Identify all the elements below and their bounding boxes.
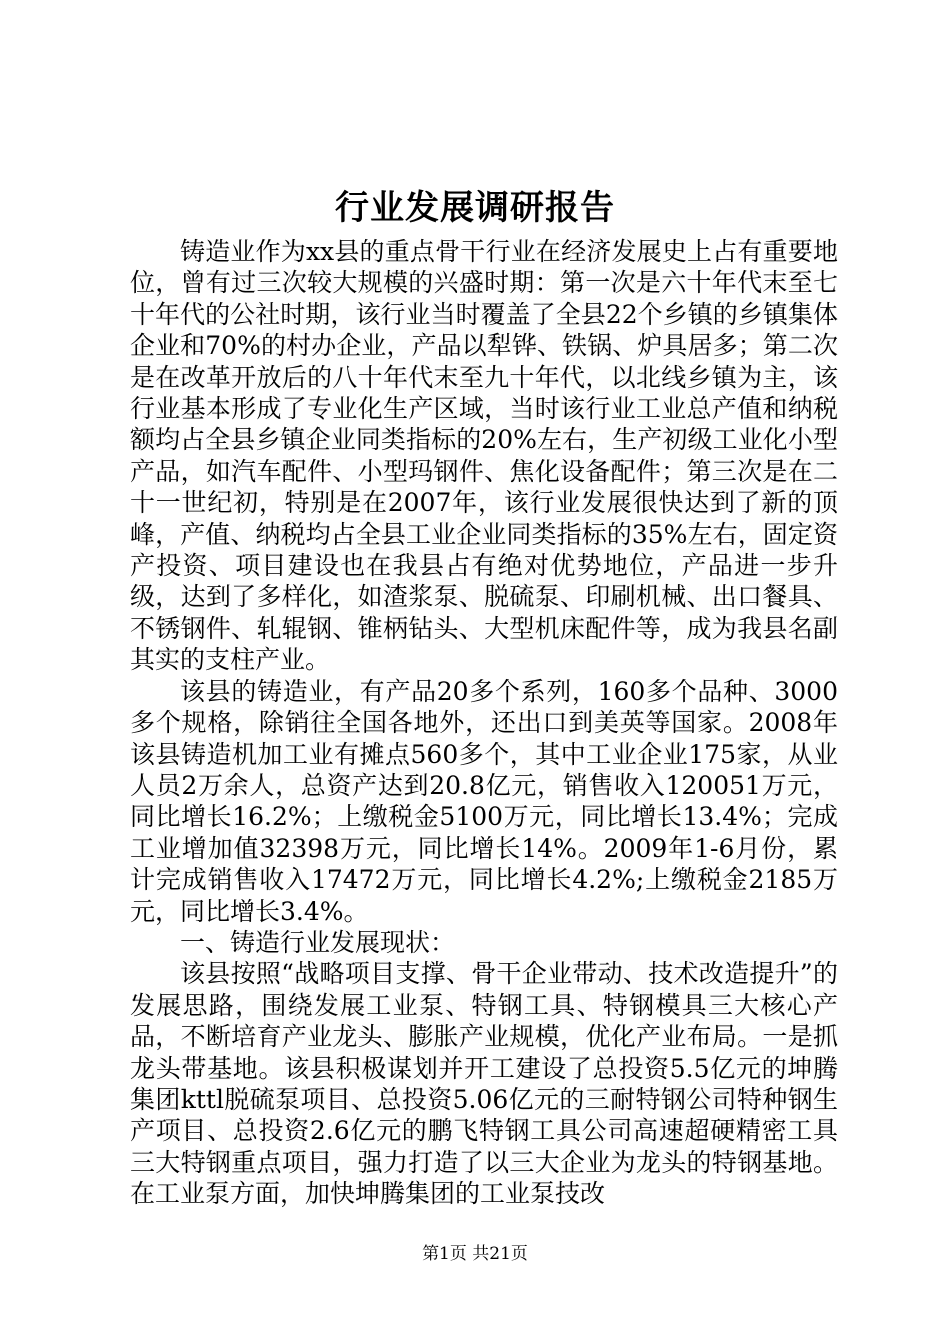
paragraph-statistics: 该县的铸造业，有产品20多个系列，160多个品种、3000多个规格，除销往全国各地外，还出口到美英等国家。2008年该县铸造机加工业有摊点560多个，其中工业企业175家，从业人员2万余人，总资产达到20.8亿元，销售收入120051万元，同比增长16.2%；上缴税金5100万元，同比增长13.4%；完成工业增加值32398万元，同比增长14%。2009年1-6月份，累计完成销售收入17472万元，同比增长4.2%;上缴税金2185万元，同比增长3.4%。 bbox=[130, 676, 838, 926]
section-heading: 一、铸造行业发展现状： bbox=[180, 927, 456, 957]
page-footer: 第1页 共21页 bbox=[422, 1244, 528, 1264]
document-body bbox=[130, 236, 838, 1210]
paragraph-history: 铸造业作为xx县的重点骨干行业在经济发展史上占有重要地位，曾有过三次较大规模的兴盛时期：第一次是六十年代末至七十年代的公社时期，该行业当时覆盖了全县22个乡镇的乡镇集体企业和70%的村办企业，产品以犁铧、铁锅、炉具居多；第二次是在改革开放后的八十年代末至九十年代，以北线乡镇为主，该行业基本形成了专业化生产区域，当时该行业工业总产值和纳税额均占全县乡镇企业同类指标的20%左右，生产初级工业化小型产品，如汽车配件、小型玛钢件、焦化设备配件；第三次是在二十一世纪初，特别是在2007年，该行业发展很快达到了新的顶峰，产值、纳税均占全县工业企业同类指标的35%左右，固定资产投资、项目建设也在我县占有绝对优势地位，产品进一步升级，达到了多样化，如渣浆泵、脱硫泵、印刷机械、出口餐具、不锈钢件、轧辊钢、锥柄钻头、大型机床配件等，成为我县名副其实的支柱产业。 bbox=[130, 237, 838, 675]
paragraph-current-status: 该县按照“战略项目支撑、骨干企业带动、技术改造提升”的发展思路，围绕发展工业泵、特钢工具、特钢模具三大核心产品，不断培育产业龙头、膨胀产业规模，优化产业布局。一是抓龙头带基地。该县积极谋划并开工建设了总投资5.5亿元的坤腾集团kttl脱硫泵项目、总投资5.06亿元的三耐特钢公司特种钢生产项目、总投资2.6亿元的鹏飞特钢工具公司高速超硬精密工具三大特钢重点项目，强力打造了以三大企业为龙头的特钢基地。在工业泵方面，加快坤腾集团的工业泵技改 bbox=[130, 959, 838, 1209]
document-title: 行业发展调研报告 bbox=[335, 188, 615, 228]
